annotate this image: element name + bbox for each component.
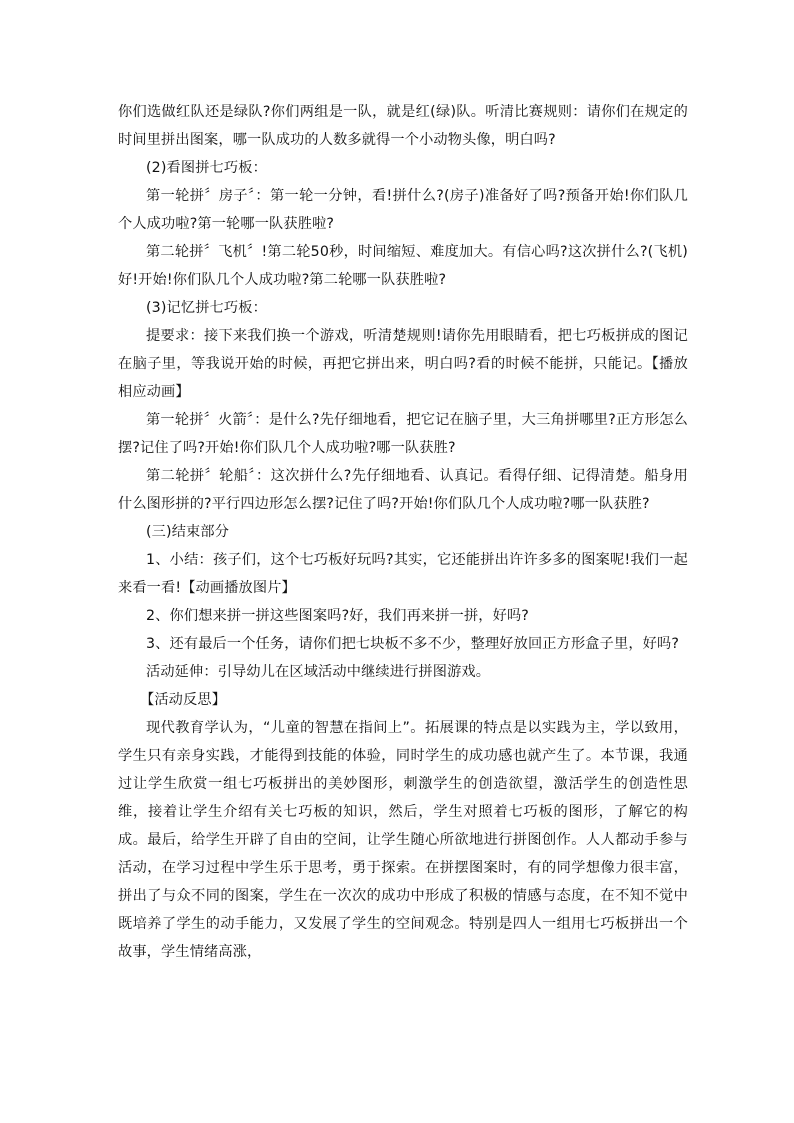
paragraph: 第二轮拼〞轮船〞：这次拼什么?先仔细地看、认真记。看得仔细、记得清楚。船身用什么图形拼的?平行四边形怎么摆?记住了吗?开始!你们队几个人成功啦?哪一队获胜?	[118, 468, 688, 512]
document-body	[118, 98, 688, 966]
section-heading: (三)结束部分	[146, 524, 230, 540]
paragraph: 你们选做红队还是绿队?你们两组是一队，就是红(绿)队。听清比赛规则：请你们在规定的时间里拼出图案，哪一队成功的人数多就得一个小动物头像，明白吗?	[118, 104, 688, 148]
section-subheading: (2)看图拼七巧板：	[146, 160, 267, 176]
list-item: 1、小结：孩子们，这个七巧板好玩吗?其实，它还能拼出许许多多的图案呢!我们一起来看一看!【动画播放图片】	[118, 552, 688, 596]
paragraph: 第一轮拼〞房子〞：第一轮一分钟，看!拼什么?(房子)准备好了吗?预备开始!你们队几个人成功啦?第一轮哪一队获胜啦?	[118, 188, 688, 232]
section-heading: 【活动反思】	[140, 692, 227, 708]
paragraph: 提要求：接下来我们换一个游戏，听清楚规则!请你先用眼睛看，把七巧板拼成的图记在脑子里，等我说开始的时候，再把它拼出来，明白吗?看的时候不能拼，只能记。【播放相应动画】	[118, 328, 688, 400]
section-subheading: (3)记忆拼七巧板：	[146, 300, 267, 316]
paragraph: 第二轮拼〞飞机〞!第二轮50秒，时间缩短、难度加大。有信心吗?这次拼什么?(飞机)好!开始!你们队几个人成功啦?第二轮哪一队获胜啦?	[118, 244, 688, 288]
list-item: 3、还有最后一个任务，请你们把七块板不多不少，整理好放回正方形盒子里，好吗?	[146, 636, 680, 652]
paragraph: 活动延伸：引导幼儿在区域活动中继续进行拼图游戏。	[146, 664, 491, 680]
paragraph: 现代教育学认为，“儿童的智慧在指间上”。拓展课的特点是以实践为主，学以致用，学生只有亲身实践，才能得到技能的体验，同时学生的成功感也就产生了。本节课，我通过让学生欣赏一组七巧板拼出的美妙图形，刺激学生的创造欲望，激活学生的创造性思维，接着让学生介绍有关七巧板的知识，然后，学生对照着七巧板的图形，了解它的构成。最后，给学生开辟了自由的空间，让学生随心所欲地进行拼图创作。人人都动手参与活动，在学习过程中学生乐于思考，勇于探索。在拼摆图案时，有的同学想像力很丰富，拼出了与众不同的图案，学生在一次次的成功中形成了积极的情感与态度，在不知不觉中既培养了学生的动手能力，又发展了学生的空间观念。特别是四人一组用七巧板拼出一个故事，学生情绪高涨，	[118, 720, 688, 960]
paragraph: 第一轮拼〞火箭〞：是什么?先仔细地看，把它记在脑子里，大三角拼哪里?正方形怎么摆?记住了吗?开始!你们队几个人成功啦?哪一队获胜?	[118, 412, 688, 456]
list-item: 2、你们想来拼一拼这些图案吗?好，我们再来拼一拼，好吗?	[146, 608, 529, 624]
